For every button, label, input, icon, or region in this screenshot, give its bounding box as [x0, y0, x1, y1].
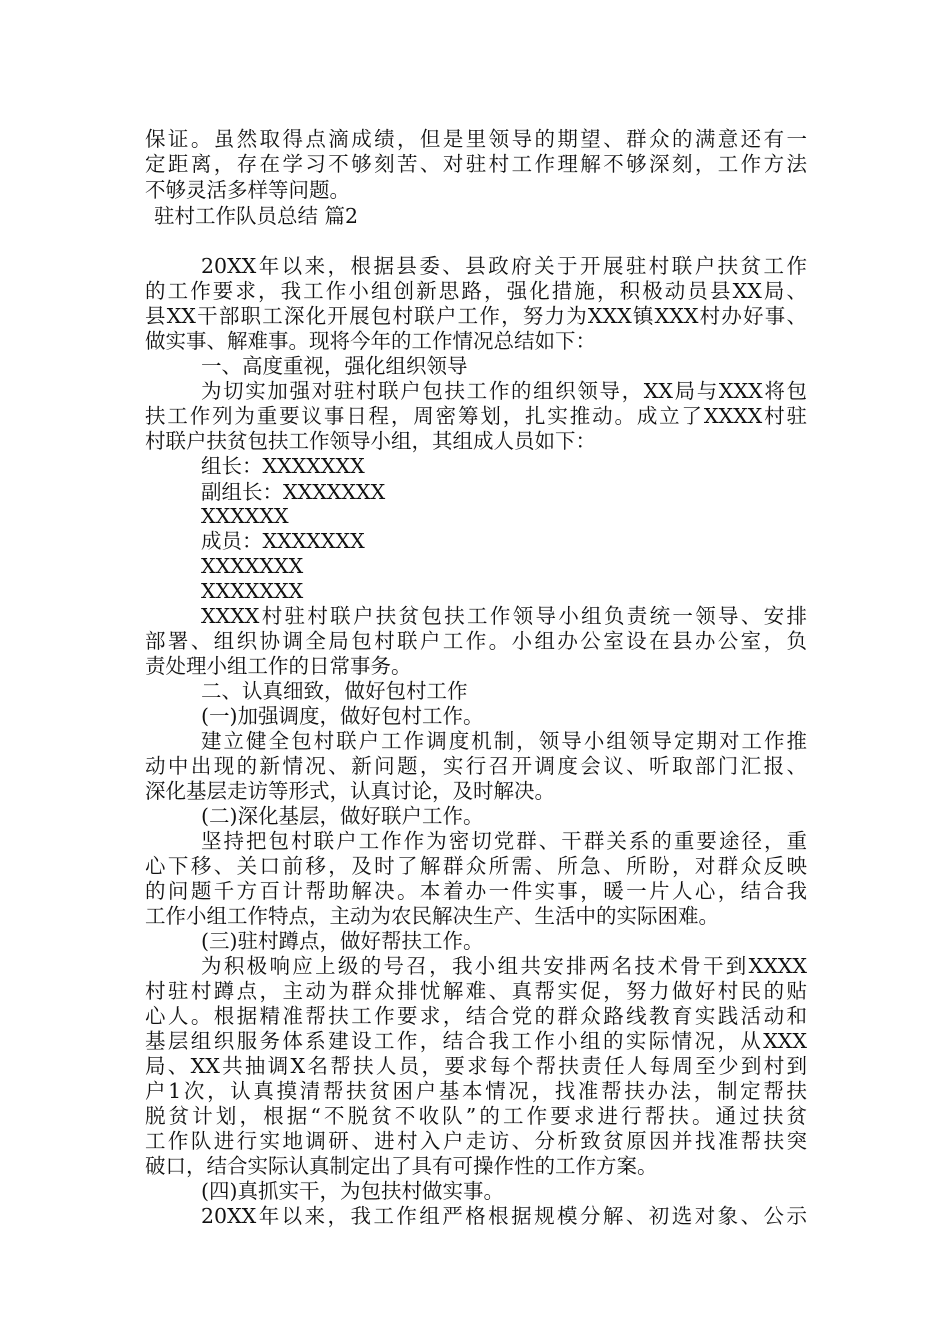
text-line: 村联户扶贫包扶工作领导小组，其组成人员如下：: [145, 429, 596, 453]
text-line: 工作小组工作特点，主动为农民解决生产、生活中的实际困难。: [145, 904, 719, 928]
text-line: XXXX村驻村联户扶贫包扶工作领导小组负责统一领导、安排: [201, 604, 807, 628]
text-line: 破口，结合实际认真制定出了具有可操作性的工作方案。: [145, 1154, 658, 1178]
text-line: 部署、组织协调全局包村联户工作。小组办公室设在县办公室，负: [145, 629, 807, 653]
text-line: 为切实加强对驻村联户包扶工作的组织领导，XX局与XXX将包: [201, 379, 807, 403]
text-line: 20XX年以来，根据县委、县政府关于开展驻村联户扶贫工作: [201, 254, 807, 278]
text-line: 县XX干部职工深化开展包村联户工作，努力为XXX镇XXX村办好事、: [145, 304, 807, 328]
text-line: 心人。根据精准帮扶工作要求，结合党的群众路线教育实践活动和: [145, 1004, 807, 1028]
member-line: 副组长：XXXXXXX: [201, 480, 386, 504]
text-line: 基层组织服务体系建设工作，结合我工作小组的实际情况，从XXX: [145, 1029, 807, 1053]
member-line: XXXXXXX: [201, 554, 304, 578]
text-line: 做实事、解难事。现将今年的工作情况总结如下：: [145, 329, 596, 353]
text-line: 为积极响应上级的号召，我小组共安排两名技术骨干到XXXX: [201, 954, 807, 978]
subheading: (三)驻村蹲点，做好帮扶工作。: [201, 929, 484, 953]
text-line: 保证。虽然取得点滴成绩，但是里领导的期望、群众的满意还有一: [145, 127, 807, 151]
subheading: (一)加强调度，做好包村工作。: [201, 704, 484, 728]
text-line: 心下移、关口前移，及时了解群众所需、所急、所盼，对群众反映: [145, 854, 807, 878]
text-line: 工作队进行实地调研、进村入户走访、分析致贫原因并找准帮扶突: [145, 1129, 807, 1153]
text-line: 不够灵活多样等问题。: [145, 178, 350, 202]
text-line: 20XX年以来，我工作组严格根据规模分解、初选对象、公示: [201, 1204, 807, 1228]
subheading: (二)深化基层，做好联户工作。: [201, 804, 484, 828]
text-line: 扶工作列为重要议事日程，周密筹划，扎实推动。成立了XXXX村驻: [145, 404, 807, 428]
member-line: XXXXXX: [201, 504, 289, 528]
text-line: 村驻村蹲点，主动为群众排忧解难、真帮实促，努力做好村民的贴: [145, 979, 807, 1003]
member-line: 组长：XXXXXXX: [201, 454, 365, 478]
text-line: 局、XX共抽调X名帮扶人员，要求每个帮扶责任人每周至少到村到: [145, 1054, 807, 1078]
text-line: 责处理小组工作的日常事务。: [145, 654, 412, 678]
heading: 二、认真细致，做好包村工作: [201, 679, 468, 703]
member-line: XXXXXXX: [201, 579, 304, 603]
text-line: 建立健全包村联户工作调度机制，领导小组领导定期对工作推: [201, 729, 807, 753]
text-line: 脱贫计划，根据“不脱贫不收队”的工作要求进行帮扶。通过扶贫: [145, 1104, 807, 1128]
text-line: 深化基层走访等形式，认真讨论，及时解决。: [145, 779, 555, 803]
subheading: (四)真抓实干，为包扶村做实事。: [201, 1179, 504, 1203]
member-line: 成员：XXXXXXX: [201, 529, 365, 553]
text-line: 定距离，存在学习不够刻苦、对驻村工作理解不够深刻，工作方法: [145, 152, 807, 176]
text-line: 户1次，认真摸清帮扶贫困户基本情况，找准帮扶办法，制定帮扶: [145, 1079, 807, 1103]
text-line: 动中出现的新情况、新问题，实行召开调度会议、听取部门汇报、: [145, 754, 807, 778]
text-line: 坚持把包村联户工作作为密切党群、干群关系的重要途径，重: [201, 829, 807, 853]
section-title: 驻村工作队员总结 篇2: [154, 204, 359, 228]
heading: 一、高度重视，强化组织领导: [201, 354, 468, 378]
text-line: 的问题千方百计帮助解决。本着办一件实事，暖一片人心，结合我: [145, 879, 807, 903]
text-line: 的工作要求，我工作小组创新思路，强化措施，积极动员县XX局、: [145, 279, 807, 303]
